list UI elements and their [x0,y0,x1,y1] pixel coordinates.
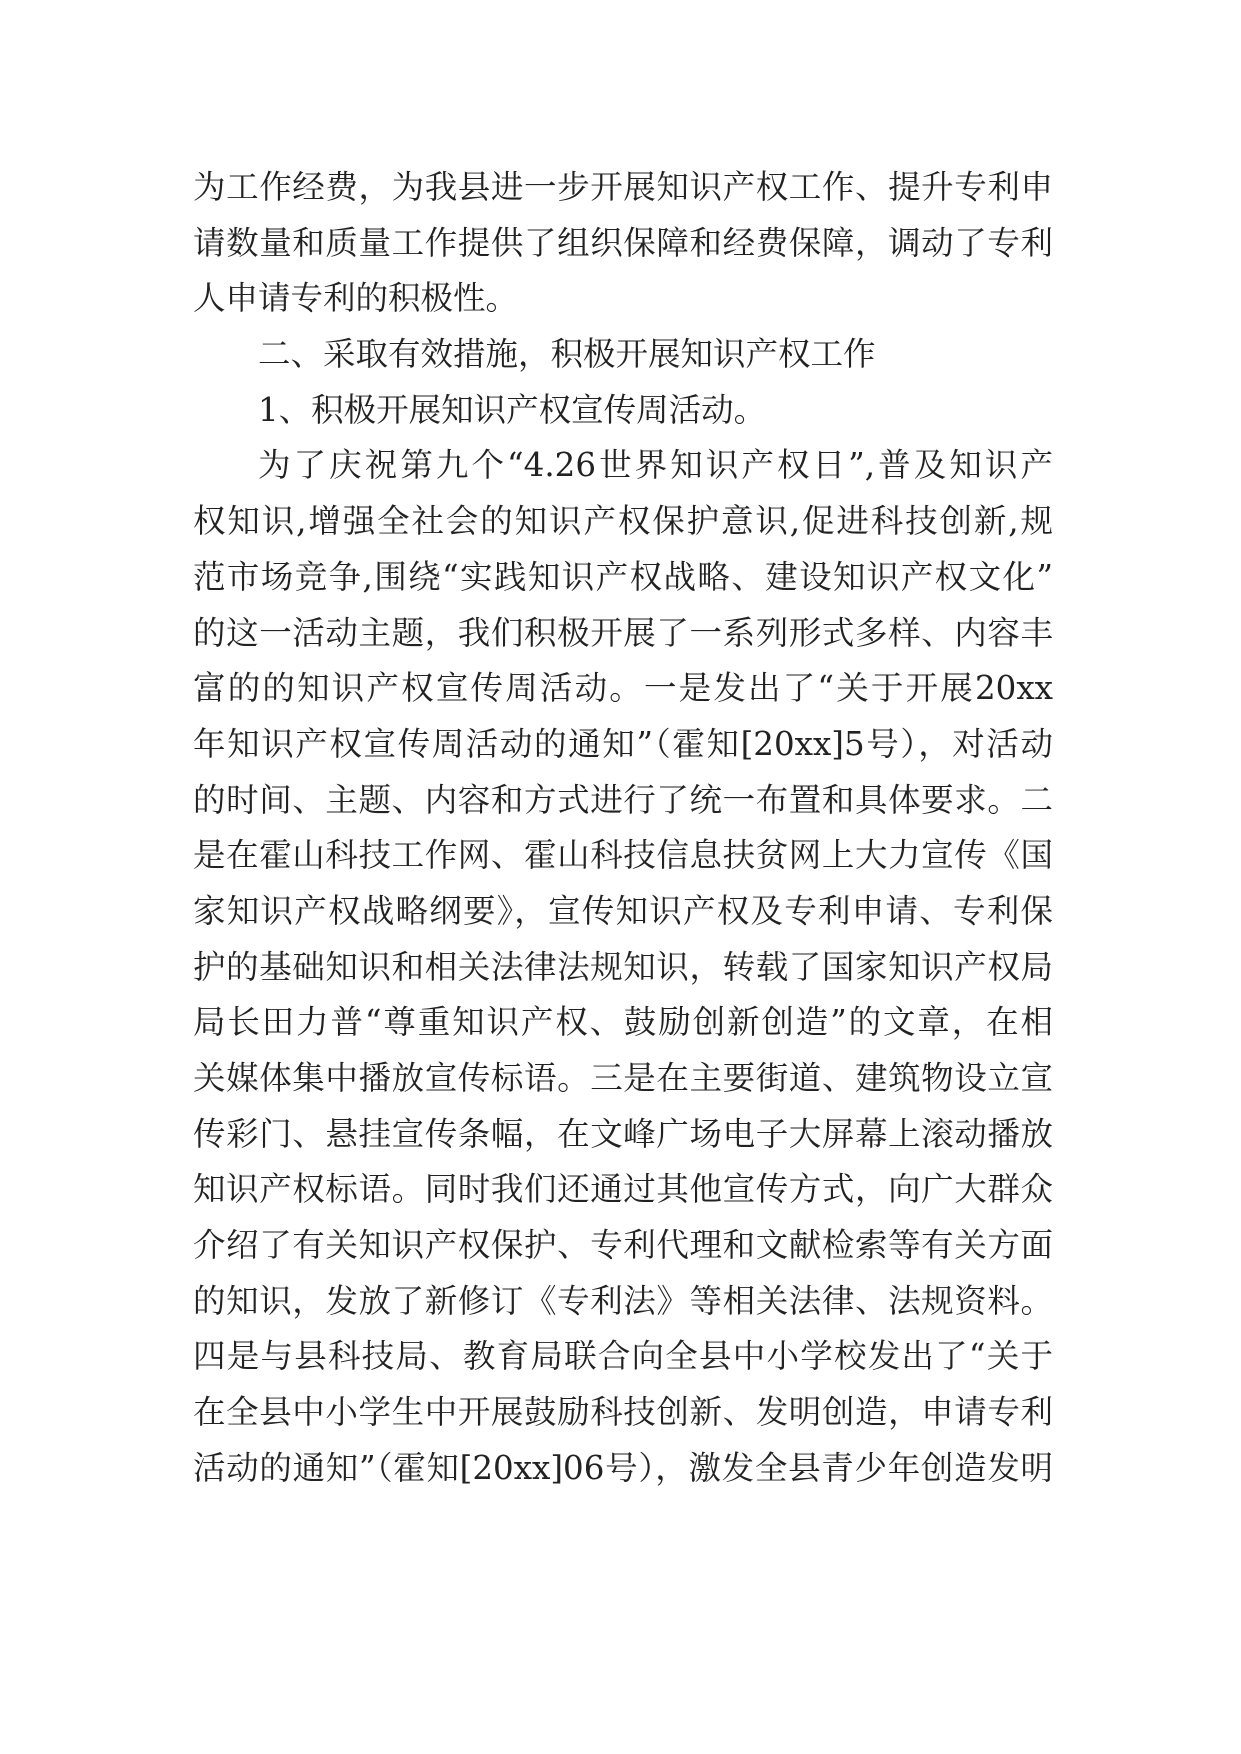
text-line: 传彩门、悬挂宣传条幅，在文峰广场电子大屏幕上滚动播放 [193,1114,1053,1153]
text-line: 请数量和质量工作提供了组织保障和经费保障，调动了专利 [193,223,1053,262]
text-line: 是在霍山科技工作网、霍山科技信息扶贫网上大力宣传《国 [193,836,1053,875]
text-line: 人申请专利的积极性。 [193,279,519,318]
text-line: 为了庆祝第九个“4.26世界知识产权日”,普及知识产 [258,446,1053,485]
text-line: 为工作经费，为我县进一步开展知识产权工作、提升专利申 [193,168,1053,206]
subsection-heading: 1、积极开展知识产权宣传周活动。 [258,390,767,429]
text-line: 护的基础知识和相关法律法规知识，转载了国家知识产权局 [193,947,1053,986]
text-line: 的知识，发放了新修订《专利法》等相关法律、法规资料。 [193,1281,1053,1320]
text-line: 的时间、主题、内容和方式进行了统一布置和具体要求。二 [193,780,1053,819]
text-line: 局长田力普“尊重知识产权、鼓励创新创造”的文章，在相 [193,1003,1053,1042]
text-line: 年知识产权宣传周活动的通知”（霍知[20xx]5号），对活动 [193,724,1053,763]
text-line: 知识产权标语。同时我们还通过其他宣传方式，向广大群众 [193,1170,1053,1209]
text-line: 在全县中小学生中开展鼓励科技创新、发明创造，申请专利 [193,1393,1053,1432]
text-line: 四是与县科技局、教育局联合向全县中小学校发出了“关于 [193,1337,1053,1376]
text-line: 范市场竞争,围绕“实践知识产权战略、建设知识产权文化” [193,557,1053,596]
text-line: 介绍了有关知识产权保护、专利代理和文献检索等有关方面 [193,1226,1053,1265]
body-text [193,160,1053,1497]
text-line: 活动的通知”（霍知[20xx]06号），激发全县青少年创造发明 [193,1448,1053,1487]
text-line: 的这一活动主题，我们积极开展了一系列形式多样、内容丰 [193,613,1053,652]
text-line: 富的的知识产权宣传周活动。一是发出了“关于开展20xx [193,669,1053,708]
section-heading: 二、采取有效措施，积极开展知识产权工作 [258,335,876,374]
text-line: 关媒体集中播放宣传标语。三是在主要街道、建筑物设立宣 [193,1059,1053,1097]
text-line: 家知识产权战略纲要》，宣传知识产权及专利申请、专利保 [193,891,1053,930]
text-line: 权知识,增强全社会的知识产权保护意识,促进科技创新,规 [193,502,1053,541]
